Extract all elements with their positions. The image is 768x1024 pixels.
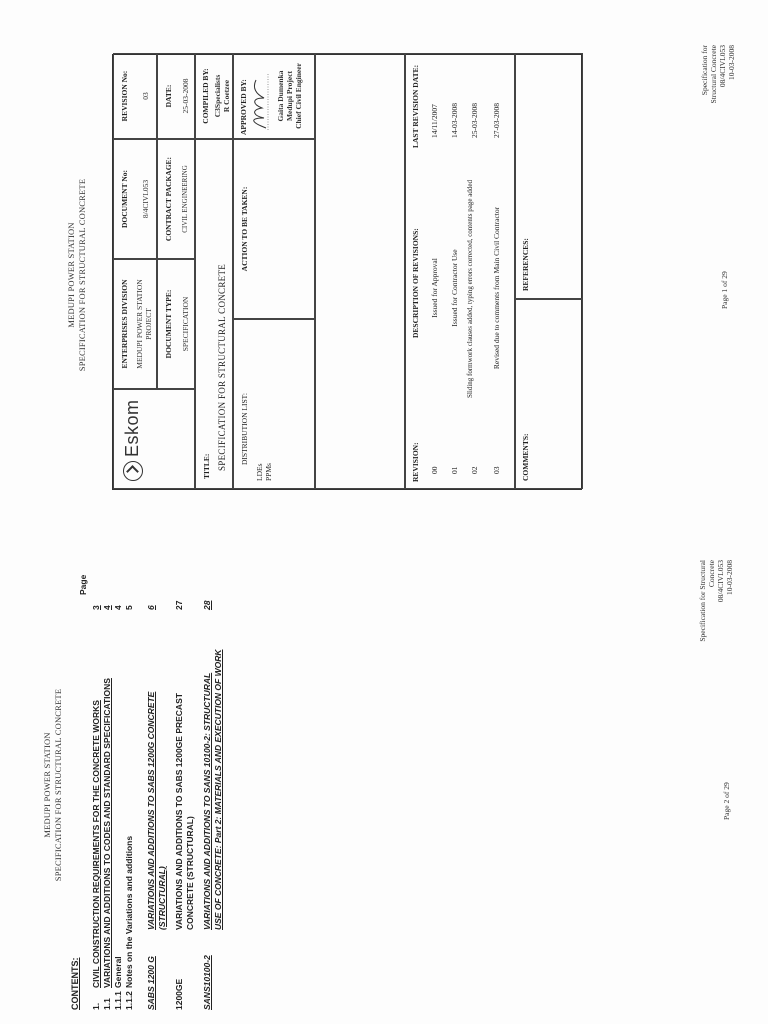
page-1-cover-form <box>60 45 760 505</box>
page-2-footer-meta <box>698 560 734 650</box>
compiled-by-cell <box>195 53 233 139</box>
revision-row-1-rev: 01 <box>450 466 459 474</box>
page-1-footer-doc: 08/4CIVL053 <box>718 45 727 88</box>
page-2-header-line-1: MEDUPI POWER STATION <box>42 732 52 838</box>
enterprises-cell <box>113 259 157 389</box>
contents-row-6-text-2[interactable]: CONCRETE (STRUCTURAL) <box>185 816 195 930</box>
date-label: DATE: <box>164 84 173 108</box>
page-2-header-line-2: SPECIFICATION FOR STRUCTURAL CONCRETE <box>53 688 63 882</box>
date-cell <box>157 53 195 139</box>
document-control-form <box>112 54 582 490</box>
enterprises-value-2: PROJECT <box>144 308 153 340</box>
spacer-row <box>315 53 405 489</box>
comments-label: COMMENTS: <box>521 433 530 481</box>
page-2-contents <box>42 560 748 1010</box>
page-1-header-line-2: SPECIFICATION FOR STRUCTURAL CONCRETE <box>77 178 87 372</box>
distribution-item-1: LDEs <box>255 463 264 481</box>
document-no-label: DOCUMENT No: <box>120 170 129 228</box>
revision-row-0-rev: 00 <box>430 466 439 474</box>
contents-row-2-num: 1.1 <box>102 998 112 1010</box>
action-label: ACTION TO BE TAKEN: <box>240 186 249 272</box>
title-value: SPECIFICATION FOR STRUCTURAL CONCRETE <box>217 263 227 471</box>
page-1-header-line-1: MEDUPI POWER STATION <box>66 222 76 328</box>
contents-row-5-num: SABS 1200 G <box>146 956 156 1010</box>
contract-package-label: CONTRACT PACKAGE: <box>164 156 173 242</box>
contents-row-1-page: 3 <box>91 605 101 610</box>
compiled-by-line-2: R Coetzee <box>222 79 231 113</box>
contents-row-3-text[interactable]: General <box>113 956 123 988</box>
approved-by-cell <box>233 53 315 139</box>
page-2-footer-spec: Specification for Structural Concrete <box>698 560 716 642</box>
distribution-label: DISTRIBUTION LIST: <box>240 393 249 465</box>
contents-row-5-text-1[interactable]: VARIATIONS AND ADDITIONS TO SABS 1200G CONCRETE <box>146 691 156 930</box>
contents-row-5-text-2[interactable]: (STRUCTURAL) <box>157 866 167 930</box>
page-1-footer-spec: Specification for Structural Concrete <box>700 45 718 104</box>
revision-no-value: 03 <box>141 92 150 100</box>
contract-package-value: CIVIL ENGINEERING <box>181 165 189 233</box>
approved-by-line-2: Medupi Project <box>285 70 294 122</box>
references-cell <box>515 53 583 299</box>
eskom-logo-text: Eskom <box>122 399 142 457</box>
approved-by-label: APPROVED BY: <box>239 79 248 135</box>
page-1-footer-page: Page 1 of 29 <box>720 271 729 309</box>
contents-row-2-text[interactable]: VARIATIONS AND ADDITIONS TO CODES AND STANDARD SPECIFICATIONS <box>102 678 112 988</box>
contract-package-cell <box>157 139 195 259</box>
logo-cell <box>113 389 195 489</box>
revision-no-label: REVISION No: <box>120 70 129 122</box>
document-type-cell <box>157 259 195 389</box>
enterprises-value-1: MEDUPI POWER STATION <box>135 279 144 369</box>
contents-row-2-page: 4 <box>102 605 112 610</box>
contents-row-6-page: 27 <box>174 600 184 610</box>
revision-row-3-desc: Revised due to comments from Main Civil Contractor <box>492 206 501 370</box>
revision-row-1-desc: Issued for Contractor Use <box>450 249 459 327</box>
revision-row-0-desc: Issued for Approval <box>430 258 439 318</box>
revision-row-0-date: 14/11/2007 <box>430 104 439 138</box>
contents-row-1-text[interactable]: CIVIL CONSTRUCTION REQUIREMENTS FOR THE CONCRETE WORKS <box>91 700 101 988</box>
contents-row-7-num: SANS10100-2 <box>202 955 212 1010</box>
contents-row-6-num: 1200GE <box>174 978 184 1010</box>
enterprises-label: ENTERPRISES DIVISION <box>120 279 129 369</box>
action-cell <box>233 139 315 319</box>
revision-row-2-rev: 02 <box>470 466 479 474</box>
page-1-footer-meta <box>700 45 736 105</box>
document-no-value: 8/4CIVL053 <box>141 179 150 219</box>
revision-row-2-date: 25-03-2008 <box>470 103 479 138</box>
page-2-footer-doc: 08/4CIVL053 <box>716 560 725 603</box>
title-label: TITLE: <box>202 453 211 479</box>
revision-table <box>405 53 515 489</box>
revision-row-3-rev: 03 <box>492 466 501 474</box>
comments-cell <box>515 299 583 489</box>
references-label: REFERENCES: <box>521 238 530 291</box>
contents-row-5-page: 6 <box>146 605 156 610</box>
compiled-by-line-1: C3Specialists <box>213 74 222 118</box>
approved-by-line-3: Chief Civil Engineer <box>294 63 303 129</box>
contents-row-4-text[interactable]: Notes on the Variations and additions <box>124 835 134 988</box>
page-2-footer-date: 10-03-2008 <box>725 560 734 595</box>
revision-row-1-date: 14-03-2008 <box>450 103 459 138</box>
eskom-logo-icon <box>123 461 143 481</box>
contents-row-1-num: 1. <box>91 1002 101 1010</box>
contents-row-7-text-2[interactable]: USE OF CONCRETE: Part 2: MATERIALS AND EXECUTION OF WORK <box>213 649 223 930</box>
contents-row-7-page: 28 <box>202 600 212 610</box>
last-revision-label: LAST REVISION DATE: <box>411 64 420 148</box>
document-no-cell <box>113 139 157 259</box>
contents-row-3-num: 1.1.1 <box>113 991 123 1010</box>
page-2-footer-page: Page 2 of 29 <box>722 782 731 820</box>
date-value: 25-03-2008 <box>181 78 190 114</box>
distribution-cell <box>233 319 315 489</box>
contents-row-4-page: 5 <box>124 605 134 610</box>
page-1-footer-date: 10-03-2008 <box>727 45 736 80</box>
distribution-item-2: PPMs <box>264 463 273 481</box>
contents-row-3-page: 4 <box>113 605 123 610</box>
document-type-value: SPECIFICATION <box>181 296 190 352</box>
revision-row-2-desc: Sliding formwork clauses added, typing errors corrected, contents page added <box>466 180 474 398</box>
contents-page-label: Page <box>78 574 88 595</box>
eskom-logo <box>122 393 143 481</box>
document-type-label: DOCUMENT TYPE: <box>164 289 173 359</box>
description-label: DESCRIPTION OF REVISIONS: <box>411 228 420 338</box>
contents-row-6-text-1[interactable]: VARIATIONS AND ADDITIONS TO SABS 1200GE PRECAST <box>174 693 184 930</box>
revision-label: REVISION: <box>411 442 420 482</box>
approved-by-line-1: Gaita Dumenka <box>276 70 285 122</box>
signature <box>246 72 272 132</box>
title-cell <box>195 139 233 489</box>
contents-page-column-label <box>78 575 88 595</box>
revision-no-cell <box>113 53 157 139</box>
compiled-by-label: COMPILED BY: <box>201 68 210 124</box>
contents-row-7-text-1[interactable]: VARIATIONS AND ADDITIONS TO SANS 10100-2: STRUCTURAL <box>202 672 212 930</box>
contents-title: CONTENTS: <box>70 957 80 1010</box>
contents-row-4-num: 1.1.2 <box>124 991 134 1010</box>
revision-row-3-date: 27-03-2008 <box>492 103 501 138</box>
